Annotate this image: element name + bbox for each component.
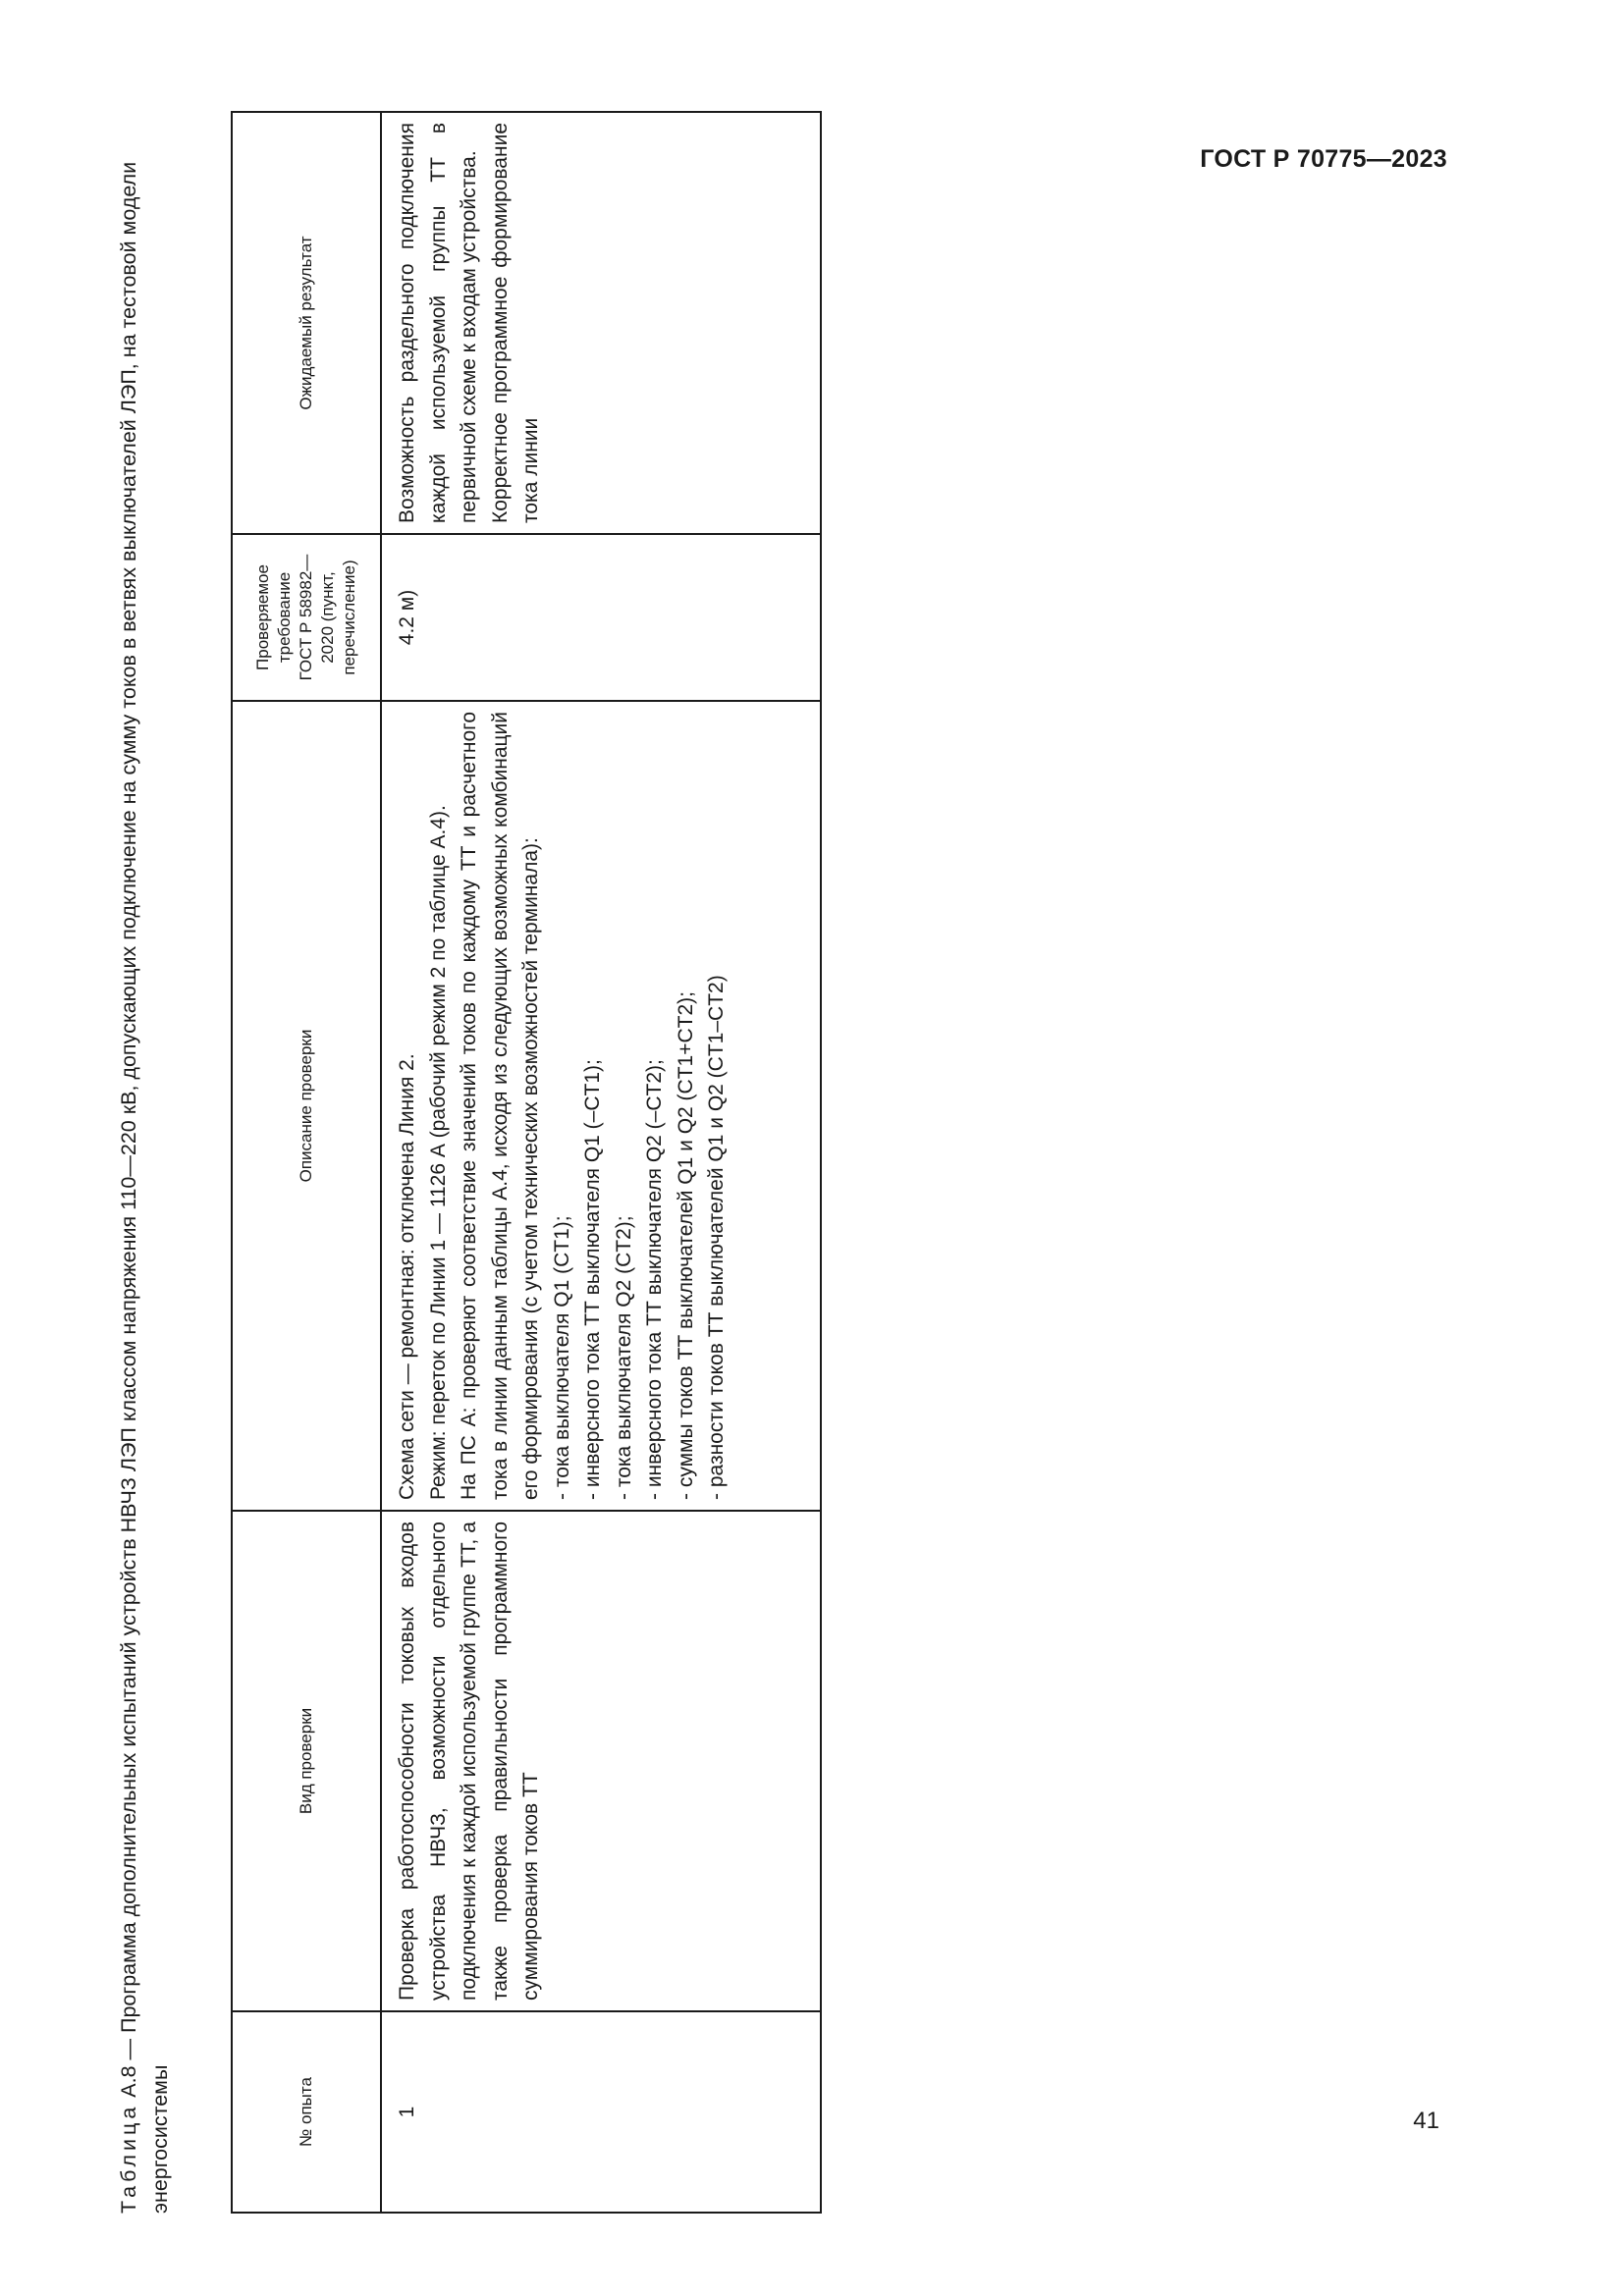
desc-line: Режим: переток по Линии 1 — 1126 А (рабочий режим 2 по таблице А.4). <box>426 805 450 1500</box>
header-req-line: требование <box>275 571 294 664</box>
header-req-line: 2020 (пункт, <box>318 571 337 664</box>
desc-line: На ПС А: проверяют соответствие значений токов по каждому ТТ и расчетного тока в линии данным таблицы А.4, исходя из следующих возможных комбинаций его формирования (с учетом технических возможностей терминала): <box>458 712 542 1500</box>
cell-type: Проверка работоспособности токовых входов устройства НВЧЗ, возможности отдельного подключения к каждой используемой группе ТТ, а также проверка правильности программного суммирования токов ТТ <box>381 1511 821 2011</box>
standard-designation: ГОСТ Р 70775—2023 <box>1200 145 1447 173</box>
cell-result <box>381 112 821 534</box>
table-header-row <box>232 112 381 2213</box>
desc-list-item: - инверсного тока ТТ выключателя Q2 (–CT2); <box>643 1059 666 1500</box>
rotated-table-block <box>113 113 997 2214</box>
header-num: № опыта <box>232 2011 381 2213</box>
desc-list-item: - инверсного тока ТТ выключателя Q1 (–CT1); <box>581 1059 604 1500</box>
test-program-table <box>231 111 822 2214</box>
header-requirement <box>232 534 381 701</box>
header-req-line: перечисление) <box>340 560 358 675</box>
desc-list-item: - разности токов ТТ выключателей Q1 и Q2 (CT1–CT2) <box>705 975 728 1500</box>
desc-list-item: - суммы токов ТТ выключателей Q1 и Q2 (CT1+CT2); <box>674 991 697 1500</box>
cell-description <box>381 701 821 1511</box>
cell-num: 1 <box>381 2011 821 2213</box>
table-row <box>381 112 821 2213</box>
caption-text: А.8 — Программа дополнительных испытаний устройств НВЧЗ ЛЭП классом напряжения 110—220 кВ, допускающих подключение на сумму токов в ветвях выключателей ЛЭП, на тестовой модели энергосистемы <box>117 161 172 2214</box>
header-req-line: ГОСТ Р 58982— <box>297 554 315 681</box>
desc-line: Схема сети — ремонтная: отключена Линия 2. <box>396 1053 418 1500</box>
header-req-line: Проверяемое <box>253 564 272 670</box>
desc-list-item: - тока выключателя Q1 (CT1); <box>550 1215 573 1500</box>
header-type: Вид проверки <box>232 1511 381 2011</box>
header-result: Ожидаемый результат <box>232 112 381 534</box>
page-number: 41 <box>1413 2108 1439 2134</box>
cell-requirement: 4.2 м) <box>381 534 821 701</box>
result-line: Возможность раздельного подключения каждой используемой группы ТТ в первичной схеме к входам устройства. <box>396 123 480 523</box>
result-line: Корректное программное формирование тока линии <box>488 123 542 523</box>
desc-list-item: - тока выключателя Q2 (CT2); <box>612 1215 635 1500</box>
header-description: Описание проверки <box>232 701 381 1511</box>
caption-prefix: Таблица <box>117 2103 140 2214</box>
table-caption <box>113 113 176 2214</box>
